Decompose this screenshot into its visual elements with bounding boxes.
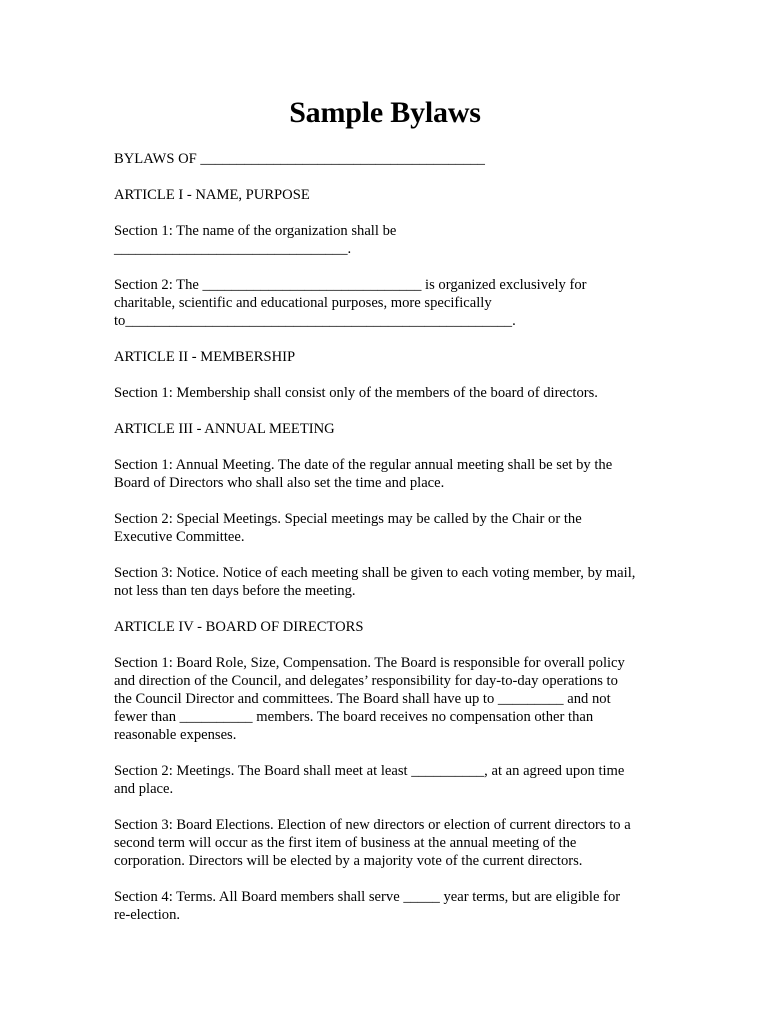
paragraph-line: BYLAWS OF _______________________________________ (114, 151, 485, 167)
document-paragraph (114, 276, 674, 330)
paragraph-line: Section 2: Special Meetings. Special meetings may be called by the Chair or the (114, 511, 582, 527)
paragraph-line: Executive Committee. (114, 529, 245, 545)
document-paragraph (114, 384, 674, 402)
paragraph-line: Section 1: The name of the organization shall be (114, 223, 397, 239)
document-paragraph (114, 816, 674, 870)
document-paragraph (114, 888, 674, 924)
paragraph-line: ARTICLE III - ANNUAL MEETING (114, 421, 335, 437)
document-paragraph (114, 762, 674, 798)
paragraph-line: fewer than __________ members. The board receives no compensation other than (114, 709, 594, 725)
paragraph-line: not less than ten days before the meeting. (114, 583, 356, 599)
paragraph-line: charitable, scientific and educational purposes, more specifically (114, 295, 492, 311)
paragraph-line: Board of Directors who shall also set the time and place. (114, 475, 445, 491)
paragraph-line: Section 2: The ______________________________ is organized exclusively for (114, 277, 587, 293)
paragraph-line: re-election. (114, 907, 181, 923)
paragraph-line: the Council Director and committees. The Board shall have up to _________ and not (114, 691, 611, 707)
paragraph-line: and direction of the Council, and delegates’ responsibility for day-to-day operations to (114, 673, 618, 689)
document-paragraph (114, 510, 674, 546)
paragraph-line: corporation. Directors will be elected by a majority vote of the current directors. (114, 853, 583, 869)
document-paragraph (114, 456, 674, 492)
paragraph-line: to_____________________________________________________. (114, 313, 516, 329)
paragraph-line: Section 4: Terms. All Board members shall serve _____ year terms, but are eligible for (114, 889, 621, 905)
document-paragraph (114, 564, 674, 600)
document-paragraph (114, 618, 674, 636)
paragraph-line: Section 1: Membership shall consist only of the members of the board of directors. (114, 385, 598, 401)
document-body (114, 150, 674, 942)
paragraph-line: Section 3: Notice. Notice of each meeting shall be given to each voting member, by mail, (114, 565, 636, 581)
paragraph-line: ________________________________. (114, 241, 352, 257)
paragraph-line: reasonable expenses. (114, 727, 237, 743)
paragraph-line: Section 2: Meetings. The Board shall meet at least __________, at an agreed upon time (114, 763, 625, 779)
paragraph-line: Section 3: Board Elections. Election of new directors or election of current directors to a (114, 817, 631, 833)
paragraph-line: and place. (114, 781, 174, 797)
document-paragraph (114, 186, 674, 204)
paragraph-line: ARTICLE II - MEMBERSHIP (114, 349, 296, 365)
document-paragraph (114, 420, 674, 438)
document-paragraph (114, 222, 674, 258)
paragraph-line: ARTICLE I - NAME, PURPOSE (114, 187, 310, 203)
document-paragraph (114, 150, 674, 168)
document-paragraph (114, 348, 674, 366)
paragraph-line: ARTICLE IV - BOARD OF DIRECTORS (114, 619, 364, 635)
document-paragraph (114, 654, 674, 744)
paragraph-line: Section 1: Board Role, Size, Compensation. The Board is responsible for overall policy (114, 655, 625, 671)
document-title: Sample Bylaws (289, 96, 481, 129)
paragraph-line: Section 1: Annual Meeting. The date of the regular annual meeting shall be set by the (114, 457, 613, 473)
paragraph-line: second term will occur as the first item of business at the annual meeting of the (114, 835, 577, 851)
